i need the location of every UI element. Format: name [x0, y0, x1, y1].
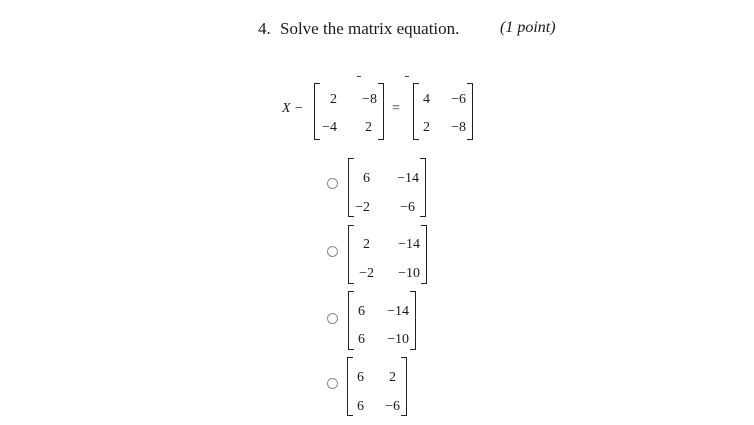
radio-button[interactable] [327, 246, 338, 257]
option-matrix-cell: −10 [398, 266, 420, 281]
matrix-b-cell: 2 [423, 120, 430, 135]
matrix-b [413, 83, 473, 140]
right-bracket [378, 83, 384, 140]
option-matrix-cell: −14 [398, 237, 420, 252]
matrix-equation [0, 0, 754, 150]
left-bracket [348, 158, 354, 217]
option-matrix-cell: 6 [358, 304, 365, 319]
right-bracket [401, 357, 407, 416]
answer-option[interactable] [320, 289, 440, 351]
matrix-b-cell: −6 [451, 92, 466, 107]
option-matrix [348, 158, 426, 217]
option-matrix-cell: 2 [363, 237, 370, 252]
option-matrix-cell: −2 [359, 266, 374, 281]
option-matrix-cell: −2 [355, 200, 370, 215]
option-matrix-cell: 2 [389, 370, 396, 385]
option-matrix-cell: 6 [358, 332, 365, 347]
option-matrix [348, 225, 427, 284]
option-matrix-cell: −14 [397, 171, 419, 186]
right-bracket [420, 158, 426, 217]
right-bracket [421, 225, 427, 284]
answer-option[interactable] [320, 156, 440, 218]
option-matrix-cell: 6 [357, 370, 364, 385]
right-bracket [467, 83, 473, 140]
option-matrix-cell: −14 [387, 304, 409, 319]
question-points: (1 point) [500, 19, 556, 36]
option-matrix [348, 291, 416, 350]
question-number: 4. [258, 19, 271, 38]
left-bracket [347, 357, 353, 416]
matrix-a-cell: 2 [330, 92, 337, 107]
left-bracket [314, 83, 320, 140]
answer-option[interactable] [320, 223, 440, 285]
radio-button[interactable] [327, 313, 338, 324]
matrix-b-cell: −8 [451, 120, 466, 135]
option-matrix-cell: 6 [363, 171, 370, 186]
radio-button[interactable] [327, 378, 338, 389]
matrix-a-cell: 2 [365, 120, 372, 135]
matrix-a-cell: −4 [322, 120, 337, 135]
option-matrix-cell: −10 [387, 332, 409, 347]
left-bracket [413, 83, 419, 140]
option-matrix-cell: −6 [385, 399, 400, 414]
question-prompt: Solve the matrix equation. [280, 19, 460, 38]
render-artifact-mark [405, 76, 409, 77]
matrix-a [314, 83, 384, 140]
answer-option[interactable] [320, 355, 440, 419]
option-matrix [347, 357, 407, 416]
left-bracket [348, 291, 354, 350]
matrix-a-cell: −8 [362, 92, 377, 107]
option-matrix-cell: 6 [357, 399, 364, 414]
render-artifact-mark [357, 76, 361, 77]
left-bracket [348, 225, 354, 284]
radio-button[interactable] [327, 178, 338, 189]
equals-sign: = [392, 101, 400, 116]
option-matrix-cell: −6 [400, 200, 415, 215]
right-bracket [410, 291, 416, 350]
matrix-b-cell: 4 [423, 92, 430, 107]
variable-x: X [282, 101, 291, 116]
minus-sign: − [295, 101, 303, 116]
